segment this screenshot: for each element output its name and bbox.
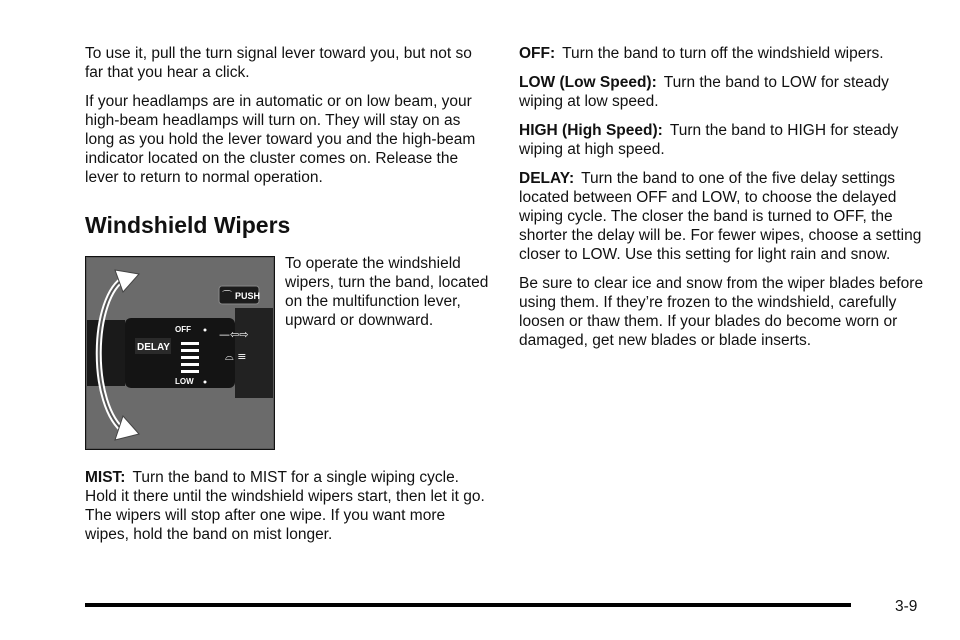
mist-term: MIST: xyxy=(85,469,126,486)
off-label: OFF xyxy=(175,325,191,334)
mist-text: Turn the band to MIST for a single wiping cycle. Hold it there until the windshield wipers start, then let it go. The wipers will stop after one wipe. If you want more wipes, hold the band on mist longer. xyxy=(85,469,485,543)
svg-text:—⇦⇨: —⇦⇨ xyxy=(219,328,249,341)
right-column xyxy=(519,44,929,360)
low-label: LOW xyxy=(175,377,194,386)
page-number: 3-9 xyxy=(895,598,918,615)
high-term: HIGH (High Speed): xyxy=(519,122,663,139)
left-column xyxy=(85,44,490,554)
mist-paragraph xyxy=(85,468,490,544)
off-term: OFF: xyxy=(519,45,556,62)
high-paragraph xyxy=(519,121,929,159)
intro-paragraph-1: To use it, pull the turn signal lever toward you, but not so far that you hear a click. xyxy=(85,45,472,81)
clear-ice-paragraph: Be sure to clear ice and snow from the wiper blades before using them. If they’re frozen to the windshield, carefully loosen or thaw them. If your blades do become worn or damaged, get new blades or blade inserts. xyxy=(519,275,924,349)
delay-term: DELAY: xyxy=(519,170,575,187)
high-text: Turn the band to HIGH for steady wiping at high speed. xyxy=(519,122,899,158)
off-text: Turn the band to turn off the windshield wipers. xyxy=(562,45,884,62)
multifunction-lever-figure xyxy=(85,256,275,450)
delay-text: Turn the band to one of the five delay settings located between OFF and LOW, to choose the delayed wiping cycle. The closer the band is turned to OFF, the shorter the delay will be. For fewer wipes, choose a setting closer to LOW. Use this setting for light rain and snow. xyxy=(519,170,922,263)
delay-label: DELAY xyxy=(137,342,170,353)
delay-paragraph xyxy=(519,169,929,264)
section-heading: Windshield Wipers xyxy=(85,212,291,238)
intro-paragraph-2: If your headlamps are in automatic or on low beam, your high-beam headlamps will turn on. They will stay on as long as you hold the lever toward you and the high-beam indicator located on the cluster comes on. Release the lever to return to normal operation. xyxy=(85,93,476,186)
low-paragraph xyxy=(519,73,929,111)
off-paragraph xyxy=(519,44,929,63)
figure-row xyxy=(85,256,490,450)
svg-text:⌓ ≡: ⌓ ≡ xyxy=(225,350,247,363)
footer-rule xyxy=(85,603,851,607)
low-term: LOW (Low Speed): xyxy=(519,74,657,91)
low-text: Turn the band to LOW for steady wiping at low speed. xyxy=(519,74,889,110)
figure-caption-text: To operate the windshield wipers, turn the band, located on the multifunction lever, upward or downward. xyxy=(285,255,489,329)
push-label: PUSH xyxy=(235,291,261,301)
svg-text:⌒: ⌒ xyxy=(222,291,232,302)
